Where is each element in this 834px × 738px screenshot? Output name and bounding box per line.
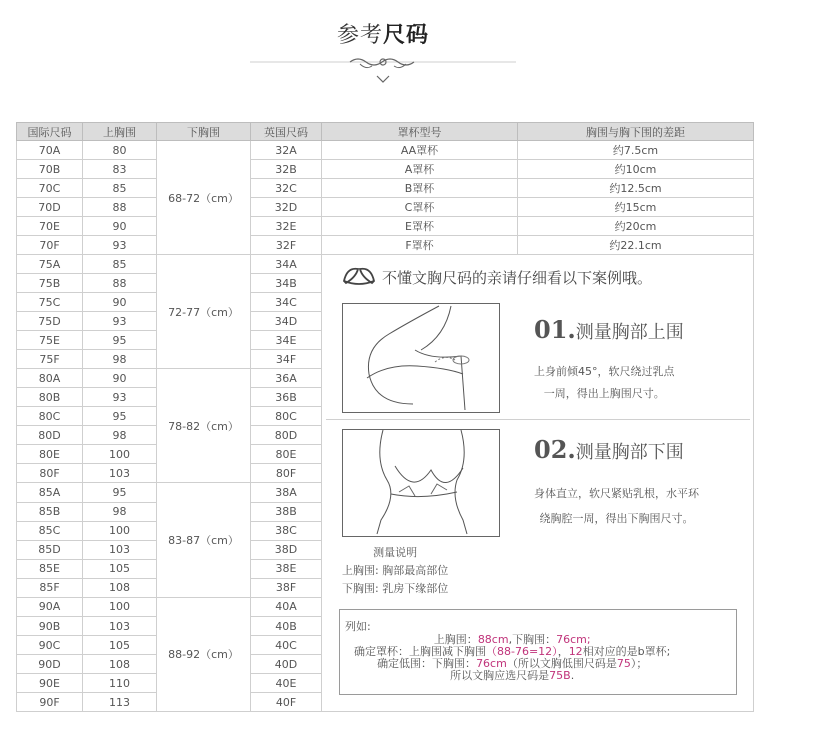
page-title [0,18,766,49]
uk-size-cell: 32D [251,198,322,217]
bust-cell: 95 [83,331,157,350]
table-header-row [17,123,754,141]
bust-cell: 98 [83,502,157,521]
size-chart-table [16,122,754,712]
intl-size-cell: 85C [17,521,83,540]
uk-size-cell: 34E [251,331,322,350]
bust-cell: 93 [83,388,157,407]
uk-size-cell: 34C [251,293,322,312]
bust-cell: 80 [83,141,157,160]
intl-size-cell: 90D [17,655,83,674]
uk-size-cell: 40A [251,597,322,616]
uk-size-cell: 40D [251,655,322,674]
bust-cell: 98 [83,426,157,445]
underbust-cell: 88-92（cm） [157,597,251,711]
measurement-guide-panel [322,255,752,711]
intl-size-cell: 75A [17,255,83,274]
intl-size-cell: 80B [17,388,83,407]
uk-size-cell: 80F [251,464,322,483]
bust-cell: 93 [83,312,157,331]
col-header-intl-size: 国际尺码 [17,123,83,141]
intl-size-cell: 70F [17,236,83,255]
uk-size-cell: 34F [251,350,322,369]
note-lower: 下胸围: 乳房下缘部位 [342,582,449,595]
table-row [17,198,754,217]
uk-size-cell: 38B [251,502,322,521]
difference-cell: 约10cm [518,160,754,179]
uk-size-cell: 40C [251,636,322,655]
bust-cell: 95 [83,483,157,502]
uk-size-cell: 38D [251,540,322,559]
difference-cell: 约22.1cm [518,236,754,255]
example-line-3: 确定低围：下胸围：76cm（所以文胸低围尺码是75）； [377,657,648,670]
bust-cell: 93 [83,236,157,255]
underbust-cell: 72-77（cm） [157,255,251,369]
notes-title: 测量说明 [373,546,418,559]
step2-title: 02.测量胸部下围 [534,435,684,464]
intl-size-cell: 75E [17,331,83,350]
intl-size-cell: 85D [17,540,83,559]
uk-size-cell: 32B [251,160,322,179]
bust-cell: 88 [83,198,157,217]
col-header-bust: 上胸围 [83,123,157,141]
bust-measure-illustration [342,303,500,413]
col-header-cup-type: 罩杯型号 [322,123,518,141]
table-row [17,141,754,160]
uk-size-cell: 36A [251,369,322,388]
underbust-measure-illustration [342,429,500,537]
example-lines [354,634,670,682]
bust-cell: 100 [83,521,157,540]
bust-cell: 113 [83,693,157,712]
bust-cell: 103 [83,540,157,559]
intl-size-cell: 80C [17,407,83,426]
bust-cell: 105 [83,559,157,578]
bra-icon [342,263,376,287]
title-bold: 尺码 [383,23,430,48]
difference-cell: 约15cm [518,198,754,217]
uk-size-cell: 38F [251,578,322,597]
intl-size-cell: 85E [17,559,83,578]
panel-divider [326,419,750,420]
table-row [17,255,754,274]
bust-cell: 85 [83,179,157,198]
uk-size-cell: 80E [251,445,322,464]
uk-size-cell: 36B [251,388,322,407]
title-light: 参考 [336,23,383,48]
intl-size-cell: 80E [17,445,83,464]
note-upper: 上胸围: 胸部最高部位 [342,564,449,577]
intl-size-cell: 75B [17,274,83,293]
intl-size-cell: 90E [17,674,83,693]
uk-size-cell: 38E [251,559,322,578]
uk-size-cell: 32C [251,179,322,198]
uk-size-cell: 38A [251,483,322,502]
intl-size-cell: 85A [17,483,83,502]
intl-size-cell: 70E [17,217,83,236]
bust-cell: 108 [83,655,157,674]
intl-size-cell: 75F [17,350,83,369]
bust-cell: 83 [83,160,157,179]
intl-size-cell: 85F [17,578,83,597]
intl-size-cell: 80A [17,369,83,388]
uk-size-cell: 34A [251,255,322,274]
bust-cell: 100 [83,597,157,616]
intl-size-cell: 70D [17,198,83,217]
intl-size-cell: 75C [17,293,83,312]
bust-cell: 95 [83,407,157,426]
bust-cell: 110 [83,674,157,693]
uk-size-cell: 40F [251,693,322,712]
table-row [17,236,754,255]
bust-cell: 90 [83,217,157,236]
intl-size-cell: 90B [17,617,83,636]
intl-size-cell: 70C [17,179,83,198]
difference-cell: 约7.5cm [518,141,754,160]
difference-cell: 约20cm [518,217,754,236]
intl-size-cell: 75D [17,312,83,331]
table-row [17,160,754,179]
uk-size-cell: 38C [251,521,322,540]
bust-cell: 98 [83,350,157,369]
example-line-4: 所以文胸应选尺码是75B. [450,669,575,682]
uk-size-cell: 32E [251,217,322,236]
bust-cell: 103 [83,617,157,636]
uk-size-cell: 40E [251,674,322,693]
intl-size-cell: 90C [17,636,83,655]
table-row [17,179,754,198]
uk-size-cell: 32A [251,141,322,160]
intl-size-cell: 90A [17,597,83,616]
cup-type-cell: A罩杯 [322,160,518,179]
bust-cell: 90 [83,369,157,388]
uk-size-cell: 40B [251,617,322,636]
measurement-notes [342,544,448,598]
uk-size-cell: 34B [251,274,322,293]
example-line-1: 上胸围：88cm,下胸围：76cm; [433,633,591,646]
underbust-cell: 78-82（cm） [157,369,251,483]
col-header-difference: 胸围与胸下围的差距 [518,123,754,141]
example-label: 列如: [345,620,371,633]
underbust-cell: 83-87（cm） [157,483,251,597]
col-header-uk-size: 英国尺码 [251,123,322,141]
step2-description: 身体直立，软尺紧贴乳根，水平环 绕胸腔一周，得出下胸围尺寸。 [534,487,699,525]
step1-description: 上身前倾45°，软尺绕过乳点 一周，得出上胸围尺寸。 [534,365,675,400]
bust-cell: 105 [83,636,157,655]
table-row [17,217,754,236]
difference-cell: 约12.5cm [518,179,754,198]
cup-type-cell: B罩杯 [322,179,518,198]
bust-cell: 88 [83,274,157,293]
guide-heading: 不懂文胸尺码的亲请仔细看以下案例哦。 [382,269,653,287]
intl-size-cell: 90F [17,693,83,712]
intl-size-cell: 80F [17,464,83,483]
bust-cell: 108 [83,578,157,597]
uk-size-cell: 34D [251,312,322,331]
intl-size-cell: 70A [17,141,83,160]
intl-size-cell: 80D [17,426,83,445]
col-header-underbust: 下胸围 [157,123,251,141]
bust-cell: 100 [83,445,157,464]
underbust-cell: 68-72（cm） [157,141,251,255]
uk-size-cell: 80D [251,426,322,445]
bust-cell: 85 [83,255,157,274]
guide-panel-cell [322,255,754,712]
cup-type-cell: AA罩杯 [322,141,518,160]
intl-size-cell: 85B [17,502,83,521]
bust-cell: 103 [83,464,157,483]
example-line-2: 确定罩杯：上胸围减下胸围（88-76=12），12相对应的是b罩杯; [354,645,671,658]
ornament-divider-icon [250,56,516,86]
cup-type-cell: C罩杯 [322,198,518,217]
cup-type-cell: F罩杯 [322,236,518,255]
step1-title: 01.测量胸部上围 [534,315,684,344]
uk-size-cell: 32F [251,236,322,255]
example-box [339,609,737,695]
intl-size-cell: 70B [17,160,83,179]
cup-type-cell: E罩杯 [322,217,518,236]
uk-size-cell: 80C [251,407,322,426]
bust-cell: 90 [83,293,157,312]
